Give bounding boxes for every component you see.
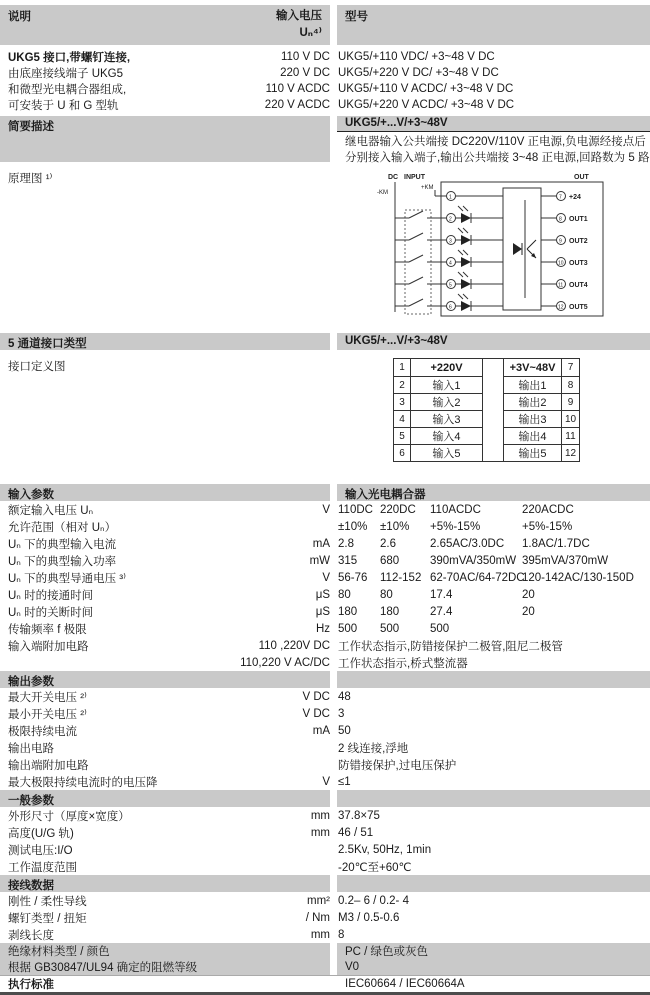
model-voltage: 110 V ACDC xyxy=(265,83,330,95)
param-value: 500 xyxy=(430,622,450,635)
interface-definition xyxy=(0,358,650,462)
param-value: 0.2– 6 / 0.2- 4 xyxy=(338,894,409,907)
pin-label: +220V xyxy=(411,359,483,376)
column-header-description: 说明 xyxy=(8,11,31,23)
pin-gap xyxy=(483,427,504,444)
param-value: 220DC xyxy=(380,503,416,516)
pin-gap xyxy=(483,376,504,393)
pin-label: 输出5 xyxy=(504,444,562,461)
param-value: 工作状态指示,桥式整流器 xyxy=(338,657,468,670)
interface-section-band xyxy=(0,333,650,350)
brief-section xyxy=(0,116,650,164)
model-code: UKG5/+110 V ACDC/ +3~48 V DC xyxy=(338,83,514,95)
model-row xyxy=(0,81,650,97)
insulation-label: 绝缘材料类型 / 颜色 xyxy=(0,943,330,959)
param-value: +5%-15% xyxy=(522,520,573,533)
param-value: 1.8AC/1.7DC xyxy=(522,537,590,550)
schematic-minus-label: -KM xyxy=(377,190,388,196)
param-label: 极限持续电流 xyxy=(8,725,77,738)
general-params-band xyxy=(0,790,650,807)
param-unit: Hz xyxy=(315,622,330,635)
param-label: Uₙ 下的典型输入电流 xyxy=(8,538,117,551)
output-label: OUT3 xyxy=(569,260,588,267)
param-value: 500 xyxy=(380,622,400,635)
param-unit: mm² xyxy=(307,894,330,907)
pin-number: 12 xyxy=(558,304,564,311)
schematic-plus-label: +KM xyxy=(421,185,434,191)
pin-label: 输入5 xyxy=(411,444,483,461)
pin-label: 输入4 xyxy=(411,427,483,444)
param-value: 48 xyxy=(338,690,351,703)
param-row xyxy=(0,756,650,773)
model-desc: 由底座接线端子 UKG5 xyxy=(8,68,124,80)
interface-section-title: 5 通道接口类型 xyxy=(0,333,330,350)
param-label: 允许范围（相对 Uₙ） xyxy=(8,521,117,534)
param-value: 112-152 xyxy=(380,571,422,584)
param-value: 220ACDC xyxy=(522,503,574,516)
param-row xyxy=(0,824,650,841)
pin-number: 10 xyxy=(558,260,564,267)
param-value: 20 xyxy=(522,588,535,601)
param-label: 螺钉类型 / 扭矩 xyxy=(8,912,87,925)
param-value: 62-70AC/64-72DC xyxy=(430,571,525,584)
model-voltage: 110 V DC xyxy=(280,51,330,63)
pin-label: 输入1 xyxy=(411,376,483,393)
param-value: 20 xyxy=(522,605,535,618)
model-code: UKG5/+110 VDC/ +3~48 V DC xyxy=(338,51,495,63)
param-row xyxy=(0,518,650,535)
pin-no: 12 xyxy=(562,444,579,461)
param-row xyxy=(0,501,650,518)
param-value: 2.6 xyxy=(380,537,396,550)
param-value: 80 xyxy=(338,588,351,601)
param-value: -20℃至+60℃ xyxy=(338,861,412,874)
param-value: 37.8×75 xyxy=(338,809,380,822)
param-label: 最小开关电压 ²⁾ xyxy=(8,708,87,721)
pin-no: 3 xyxy=(394,393,411,410)
param-value: 180 xyxy=(338,605,358,618)
model-voltage: 220 V ACDC xyxy=(264,99,330,111)
param-row xyxy=(0,654,650,671)
output-params-rows xyxy=(0,688,650,790)
param-value: 2.5Kv, 50Hz, 1min xyxy=(338,843,432,856)
schematic-section xyxy=(0,170,650,323)
brief-model-title: UKG5/+...V/+3~48V xyxy=(337,116,650,132)
wiring-title: 接线数据 xyxy=(0,875,330,892)
param-label: 最大极限持续电流时的电压降 xyxy=(8,776,158,789)
pin-number: 6 xyxy=(449,304,452,311)
param-value: M3 / 0.5-0.6 xyxy=(338,911,400,924)
pin-label: 输出3 xyxy=(504,410,562,427)
param-unit: V DC xyxy=(302,707,330,720)
param-row xyxy=(0,858,650,875)
pin-no: 10 xyxy=(562,410,579,427)
header-band xyxy=(0,5,650,45)
pin-number: 5 xyxy=(449,282,452,289)
param-unit: mm xyxy=(310,928,330,941)
param-value: 680 xyxy=(380,554,400,567)
param-unit: mA xyxy=(312,724,330,737)
param-value: 2.65AC/3.0DC xyxy=(430,537,505,550)
brief-content xyxy=(337,116,650,164)
model-desc: UKG5 接口,带螺钉连接, xyxy=(8,52,131,64)
wiring-band-right xyxy=(337,875,650,892)
param-unit: / Nm xyxy=(305,911,330,924)
param-label: 输入端附加电路 xyxy=(8,640,89,653)
param-label: 外形尺寸（厚度×宽度） xyxy=(8,810,130,823)
output-params-band-right xyxy=(337,671,650,688)
interface-section-model: UKG5/+...V/+3~48V xyxy=(337,333,650,350)
param-value: 180 xyxy=(380,605,400,618)
pin-number: 7 xyxy=(559,194,562,201)
param-unit: V xyxy=(322,775,330,788)
pin-definition-table xyxy=(393,358,580,462)
param-row xyxy=(0,620,650,637)
schematic-diagram xyxy=(337,170,650,323)
pin-label: 输出1 xyxy=(504,376,562,393)
input-params-band xyxy=(0,484,650,501)
model-code: UKG5/+220 V DC/ +3~48 V DC xyxy=(338,67,499,79)
param-value: 395mVA/370mW xyxy=(522,554,609,567)
pin-label: 输入3 xyxy=(411,410,483,427)
input-voltage-line1: 输入电压 xyxy=(276,10,322,22)
input-params-title: 输入参数 xyxy=(0,484,330,501)
param-row xyxy=(0,773,650,790)
model-code: UKG5/+220 V ACDC/ +3~48 V DC xyxy=(338,99,515,111)
circuit-schematic-svg xyxy=(375,170,607,320)
param-value: 2.8 xyxy=(338,537,354,550)
pin-no: 7 xyxy=(567,362,574,373)
pin-label: +3V~48V xyxy=(504,359,562,376)
param-label: 最大开关电压 ²⁾ xyxy=(8,691,87,704)
pin-number: 8 xyxy=(559,216,562,223)
param-value: 110DC xyxy=(338,503,373,516)
param-value: ±10% xyxy=(380,520,410,533)
standard-label: 执行标准 xyxy=(8,979,54,991)
output-params-title: 输出参数 xyxy=(0,671,330,688)
pin-no: 6 xyxy=(394,444,411,461)
param-row xyxy=(0,909,650,926)
param-value xyxy=(522,623,650,635)
model-desc: 和微型光电耦合器组成, xyxy=(8,84,127,96)
pin-number: 11 xyxy=(558,282,564,289)
general-params-title: 一般参数 xyxy=(0,790,330,807)
pin-number: 4 xyxy=(449,260,452,267)
param-row xyxy=(0,841,650,858)
general-params-rows xyxy=(0,807,650,875)
param-value: 390mVA/350mW xyxy=(430,554,517,567)
schematic-dc-label: DC xyxy=(388,174,399,181)
param-label: 输出端附加电路 xyxy=(8,759,89,772)
param-label: 高度(U/G 轨) xyxy=(8,827,74,840)
header-right xyxy=(337,5,650,45)
output-label: +24 xyxy=(569,194,581,201)
param-value: 500 xyxy=(338,622,358,635)
pin-no: 4 xyxy=(394,410,411,427)
param-unit: V xyxy=(322,571,330,584)
input-params-subtitle: 输入光电耦合器 xyxy=(337,484,650,501)
param-row xyxy=(0,926,650,943)
param-value: 27.4 xyxy=(430,605,453,618)
brief-text-line: 继电器输入公共端接 DC220V/110V 正电源,负电源经接点后 xyxy=(345,136,646,148)
param-row xyxy=(0,739,650,756)
output-params-band xyxy=(0,671,650,688)
column-header-input-voltage xyxy=(276,8,322,42)
param-value: 防错接保护,过电压保护 xyxy=(338,759,457,772)
param-unit: μS xyxy=(315,605,330,618)
param-label: 传输频率 f 极限 xyxy=(8,623,87,636)
header-left xyxy=(0,5,330,45)
pin-label: 输出2 xyxy=(504,393,562,410)
param-label: 剥线长度 xyxy=(8,929,54,942)
pin-label: 输入2 xyxy=(411,393,483,410)
model-voltage: 220 V DC xyxy=(280,67,330,79)
output-label: OUT2 xyxy=(569,238,588,245)
param-label: Uₙ 时的关断时间 xyxy=(8,606,94,619)
input-voltage-line2: Uₙ⁴⁾ xyxy=(299,27,322,39)
insulation-label: 根据 GB30847/UL94 确定的阻燃等级 xyxy=(0,959,330,975)
pin-table-wrap xyxy=(337,358,650,462)
param-label: Uₙ 时的接通时间 xyxy=(8,589,94,602)
param-value: ≤1 xyxy=(338,775,351,788)
param-unit: μS xyxy=(315,588,330,601)
param-row xyxy=(0,569,650,586)
param-row xyxy=(0,603,650,620)
param-value: 工作状态指示,防错接保护二极管,阻尼二极管 xyxy=(338,640,563,653)
insulation-row xyxy=(0,943,650,959)
schematic-label: 原理图 ¹⁾ xyxy=(8,173,53,185)
param-value: 46 / 51 xyxy=(338,826,374,839)
param-row xyxy=(0,807,650,824)
insulation-value: V0 xyxy=(337,959,650,975)
pin-gap xyxy=(483,444,504,461)
param-value: 56-76 xyxy=(338,571,368,584)
model-row xyxy=(0,97,650,113)
pin-gap xyxy=(483,393,504,410)
general-params-band-right xyxy=(337,790,650,807)
pin-number: 3 xyxy=(449,238,452,245)
param-label: 刚性 / 柔性导线 xyxy=(8,895,87,908)
interface-definition-label: 接口定义图 xyxy=(8,361,66,373)
param-label: 输出电路 xyxy=(8,742,54,755)
param-label: 额定输入电压 Uₙ xyxy=(8,504,94,517)
param-row xyxy=(0,892,650,909)
param-unit: 110,220 V AC/DC xyxy=(240,656,330,669)
param-value: 120-142AC/130-150D xyxy=(522,571,634,584)
param-value: ±10% xyxy=(338,520,368,533)
column-header-model: 型号 xyxy=(345,11,368,23)
param-label: Uₙ 下的典型导通电压 ³⁾ xyxy=(8,572,126,585)
param-row xyxy=(0,688,650,705)
wiring-rows xyxy=(0,892,650,943)
model-desc: 可安装于 U 和 G 型轨 xyxy=(8,100,119,112)
pin-gap xyxy=(483,359,504,376)
param-row xyxy=(0,705,650,722)
model-row xyxy=(0,65,650,81)
param-value: 8 xyxy=(338,928,345,941)
param-value: 110ACDC xyxy=(430,503,481,516)
pin-no: 8 xyxy=(562,376,579,393)
pin-no: 11 xyxy=(562,427,579,444)
param-value: 17.4 xyxy=(430,588,453,601)
brief-section-title: 简要描述 xyxy=(0,116,330,162)
pin-label: 输出4 xyxy=(504,427,562,444)
model-list xyxy=(0,49,650,113)
pin-no: 9 xyxy=(562,393,579,410)
schematic-input-label: INPUT xyxy=(404,174,425,181)
wiring-band xyxy=(0,875,650,892)
schematic-out-label: OUT xyxy=(574,174,589,181)
param-unit: mm xyxy=(310,826,330,839)
insulation-value: PC / 绿色或灰色 xyxy=(337,943,650,959)
pin-no: 2 xyxy=(394,376,411,393)
param-unit: mm xyxy=(310,809,330,822)
param-value: 80 xyxy=(380,588,393,601)
param-unit: V xyxy=(322,503,330,516)
param-unit: mA xyxy=(312,537,330,550)
pin-no: 5 xyxy=(394,427,411,444)
pin-no: 1 xyxy=(394,359,411,376)
output-label: OUT1 xyxy=(569,216,588,223)
param-row xyxy=(0,535,650,552)
param-value: 315 xyxy=(338,554,358,567)
pin-gap xyxy=(483,410,504,427)
pin-number: 9 xyxy=(559,238,562,245)
param-row xyxy=(0,552,650,569)
output-label: OUT4 xyxy=(569,282,588,289)
brief-text-line: 分别接入输入端子,输出公共端接 3~48 正电源,回路数为 5 路 xyxy=(345,152,650,164)
param-value: 50 xyxy=(338,724,351,737)
standard-row xyxy=(0,975,650,992)
output-label: OUT5 xyxy=(569,304,588,311)
param-value: +5%-15% xyxy=(430,520,481,533)
pin-number: 2 xyxy=(449,216,452,223)
param-unit: mW xyxy=(309,554,330,567)
input-params-rows xyxy=(0,501,650,671)
param-row xyxy=(0,586,650,603)
model-row xyxy=(0,49,650,65)
param-label: 测试电压:I/O xyxy=(8,844,73,857)
param-unit: 110 ,220V DC xyxy=(258,639,330,652)
insulation-block xyxy=(0,943,650,975)
param-row xyxy=(0,722,650,739)
param-label: 工作温度范围 xyxy=(8,861,77,874)
pin-number: 1 xyxy=(449,194,452,201)
param-label: Uₙ 下的典型输入功率 xyxy=(8,555,117,568)
insulation-row xyxy=(0,959,650,975)
param-value: 2 线连接,浮地 xyxy=(338,742,409,755)
param-unit: V DC xyxy=(302,690,330,703)
param-row xyxy=(0,637,650,654)
standard-value: IEC60664 / IEC60664A xyxy=(345,978,465,990)
param-value: 3 xyxy=(338,707,345,720)
